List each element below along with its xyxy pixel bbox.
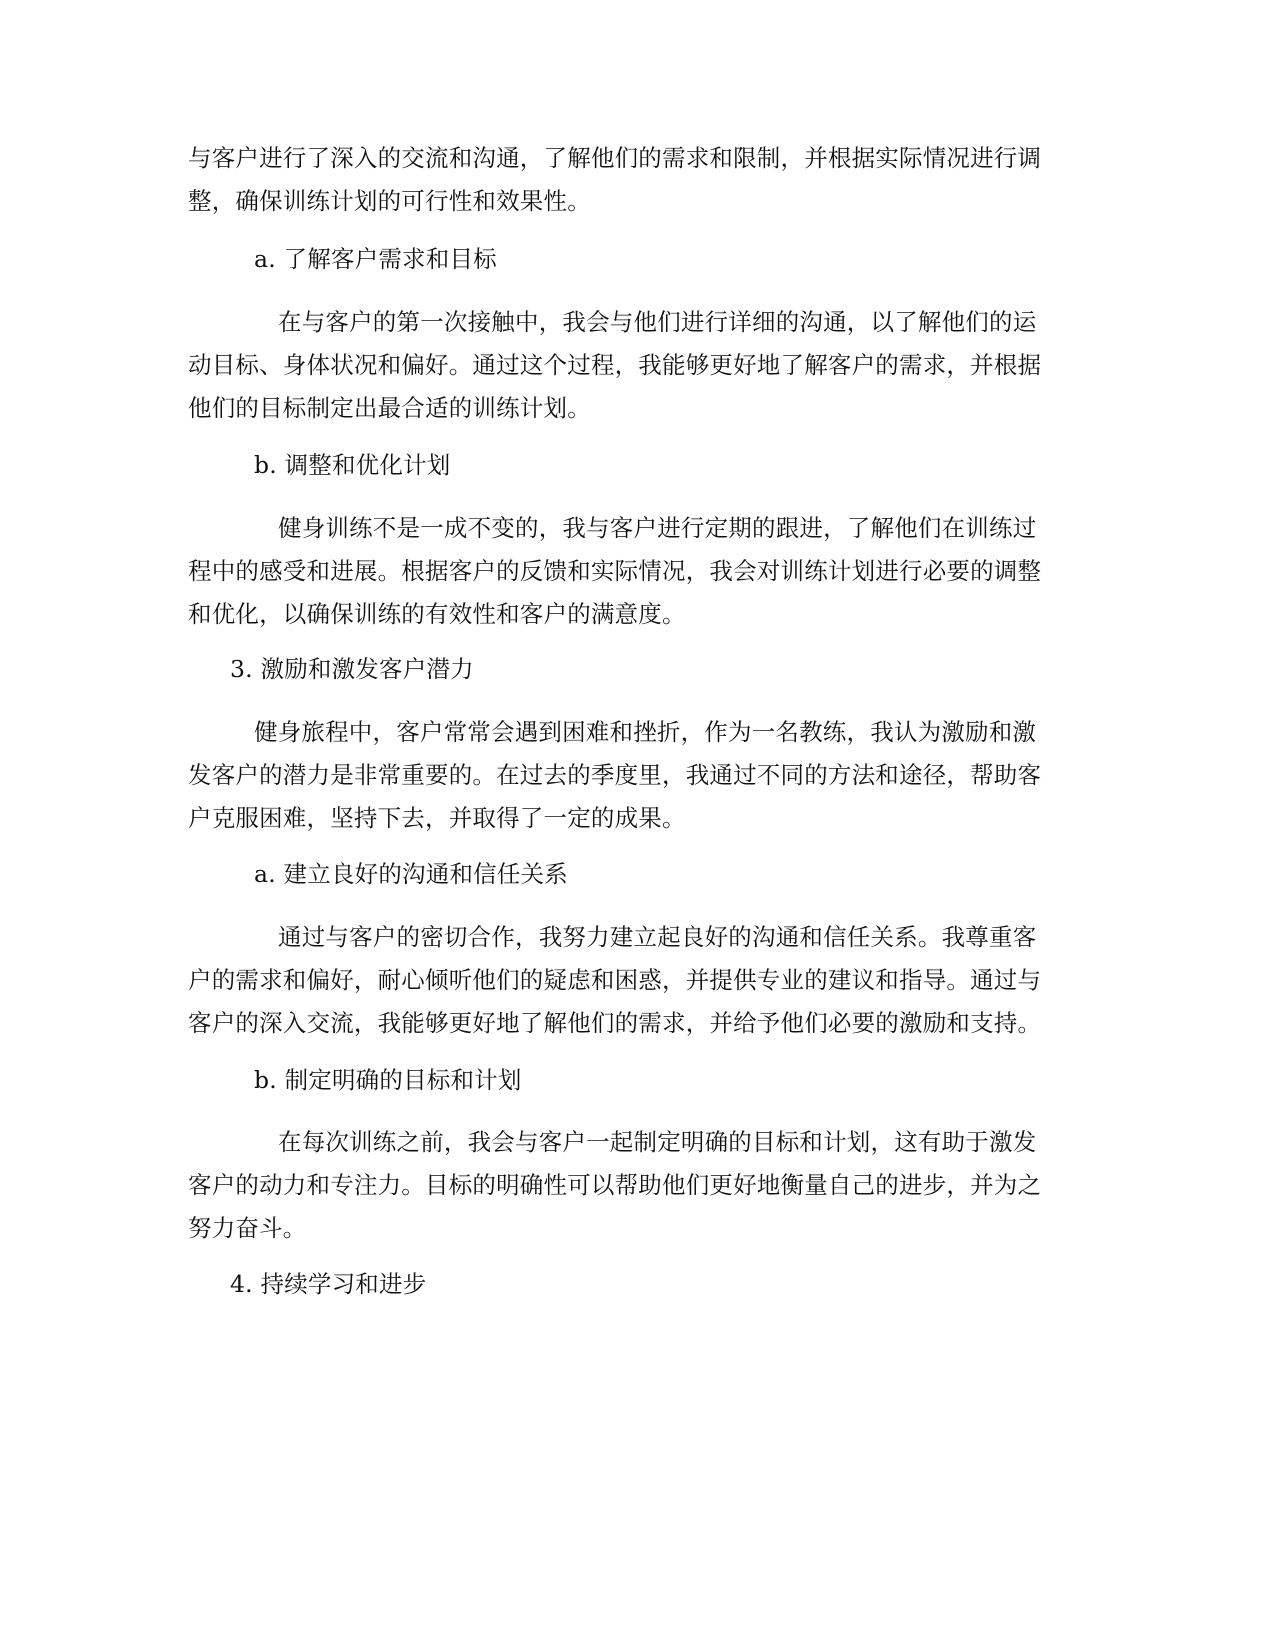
paragraph-line: 努力奋斗。 (188, 1214, 307, 1242)
paragraph-line: 在与客户的第一次接触中，我会与他们进行详细的沟通，以了解他们的运 (278, 308, 1037, 336)
paragraph-line: 通过与客户的密切合作，我努力建立起良好的沟通和信任关系。我尊重客 (278, 923, 1037, 951)
paragraph-set-goals (188, 1121, 1088, 1250)
heading-text: 4. 持续学习和进步 (230, 1270, 427, 1298)
paragraph-line: 健身训练不是一成不变的，我与客户进行定期的跟进，了解他们在训练过 (278, 514, 1037, 542)
heading-continuous-learning (188, 1263, 1088, 1306)
paragraph-line: 客户的深入交流，我能够更好地了解他们的需求，并给予他们必要的激励和支持。 (188, 1009, 1042, 1037)
heading-motivate-clients (188, 648, 1088, 691)
subheading-understand-needs (188, 238, 1088, 281)
paragraph-line: 整，确保训练计划的可行性和效果性。 (188, 187, 591, 215)
paragraph-motivate-clients (188, 711, 1088, 840)
paragraph-line: 在每次训练之前，我会与客户一起制定明确的目标和计划，这有助于激发 (278, 1128, 1037, 1156)
subheading-set-goals (188, 1059, 1088, 1102)
subheading-text: a. 了解客户需求和目标 (254, 245, 497, 273)
paragraph-line: 户克服困难，坚持下去，并取得了一定的成果。 (188, 804, 686, 832)
paragraph-line: 他们的目标制定出最合适的训练计划。 (188, 394, 591, 422)
subheading-text: a. 建立良好的沟通和信任关系 (254, 860, 568, 888)
paragraph-line: 客户的动力和专注力。目标的明确性可以帮助他们更好地衡量自己的进步，并为之 (188, 1171, 1042, 1199)
heading-text: 3. 激励和激发客户潜力 (230, 655, 474, 683)
paragraph-line: 户的需求和偏好，耐心倾听他们的疑虑和困惑，并提供专业的建议和指导。通过与 (188, 966, 1042, 994)
paragraph-line: 与客户进行了深入的交流和沟通，了解他们的需求和限制，并根据实际情况进行调 (188, 144, 1042, 172)
subheading-text: b. 制定明确的目标和计划 (254, 1066, 522, 1094)
paragraph-adjust-plan (188, 507, 1088, 636)
paragraph-understand-needs (188, 301, 1088, 430)
subheading-text: b. 调整和优化计划 (254, 451, 451, 479)
paragraph-line: 发客户的潜力是非常重要的。在过去的季度里，我通过不同的方法和途径，帮助客 (188, 761, 1042, 789)
paragraph-line: 程中的感受和进展。根据客户的反馈和实际情况，我会对训练计划进行必要的调整 (188, 557, 1042, 585)
paragraph-intro (188, 137, 1088, 223)
paragraph-build-trust (188, 916, 1088, 1045)
paragraph-line: 动目标、身体状况和偏好。通过这个过程，我能够更好地了解客户的需求，并根据 (188, 351, 1042, 379)
subheading-build-trust (188, 853, 1088, 896)
subheading-adjust-plan (188, 444, 1088, 487)
paragraph-line: 和优化，以确保训练的有效性和客户的满意度。 (188, 600, 686, 628)
paragraph-line: 健身旅程中，客户常常会遇到困难和挫折，作为一名教练，我认为激励和激 (254, 718, 1037, 746)
